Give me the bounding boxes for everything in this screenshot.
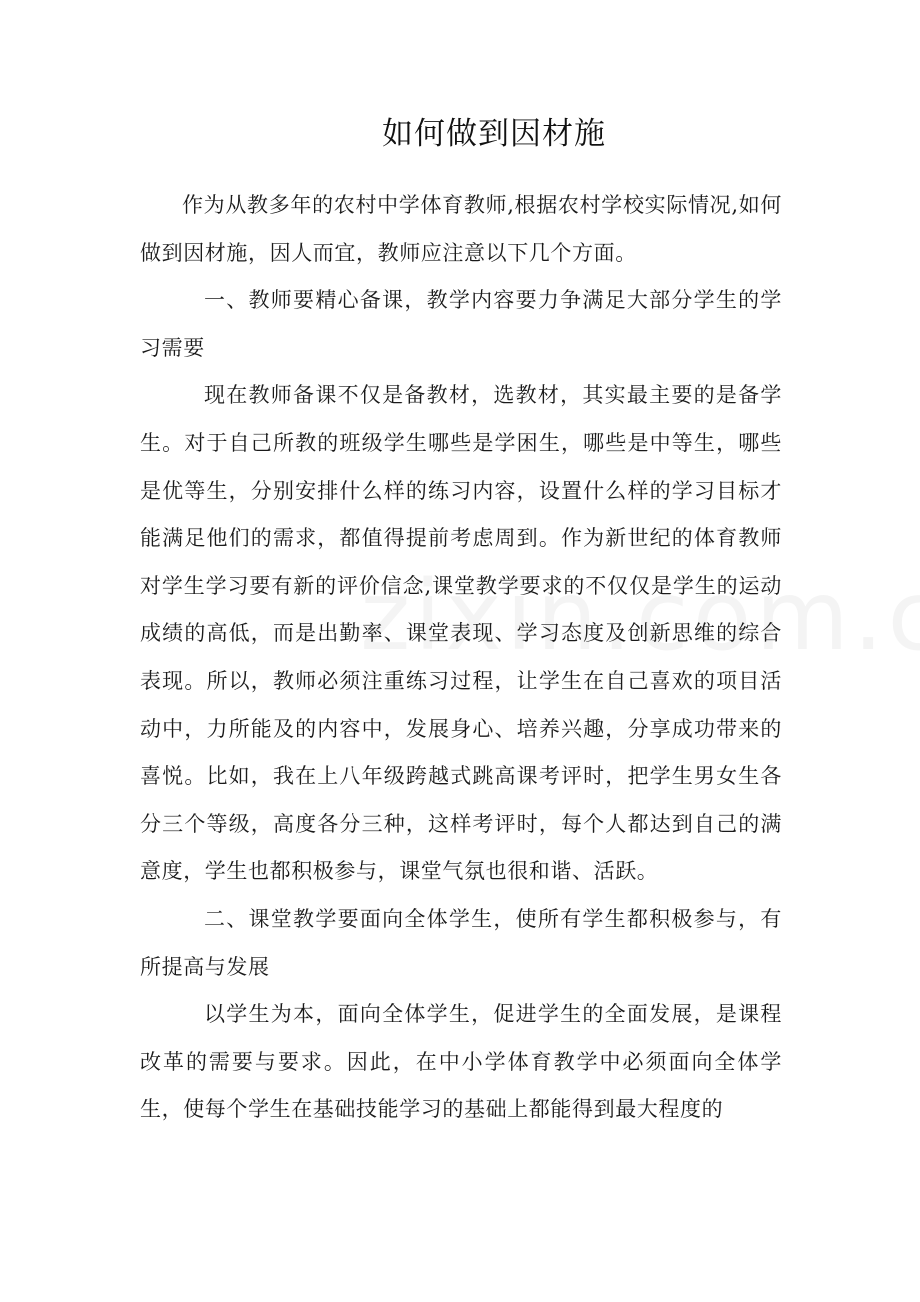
paragraph-intro: 作为从教多年的农村中学体育教师,根据农村学校实际情况,如何做到因材施，因人而宜，教师应注意以下几个方面。: [140, 193, 782, 265]
paragraph-section-2: 以学生为本，面向全体学生，促进学生的全面发展，是课程改革的需要与要求。因此，在中小学体育教学中必须面向全体学生，使每个学生在基础技能学习的基础上都能得到最大程度的: [140, 1002, 782, 1122]
document-title: 如何做到因材施: [382, 116, 606, 152]
section-heading-2: 二、课堂教学要面向全体学生，使所有学生都积极参与，有所提高与发展: [140, 906, 782, 979]
document-body: [140, 182, 782, 1134]
section-heading-1: 一、教师要精心备课，教学内容要力争满足大部分学生的学习需要: [140, 288, 782, 360]
paragraph-section-1: 现在教师备课不仅是备教材，选教材，其实最主要的是备学生。对于自己所教的班级学生哪些是学困生，哪些是中等生，哪些是优等生，分别安排什么样的练习内容，设置什么样的学习目标才能满足他们的需求，都值得提前考虑周到。作为新世纪的体育教师对学生学习要有新的评价信念,课堂教学要求的不仅仅是学生的运动成绩的高低，而是出勤率、课堂表现、学习态度及创新思维的综合表现。所以，教师必须注重练习过程，让学生在自己喜欢的项目活动中，力所能及的内容中，发展身心、培养兴趣，分享成功带来的喜悦。比如，我在上八年级跨越式跳高课考评时，把学生男女生各分三个等级，高度各分三种，这样考评时，每个人都达到自己的满意度，学生也都积极参与，课堂气氛也很和谐、活跃。: [140, 383, 782, 884]
